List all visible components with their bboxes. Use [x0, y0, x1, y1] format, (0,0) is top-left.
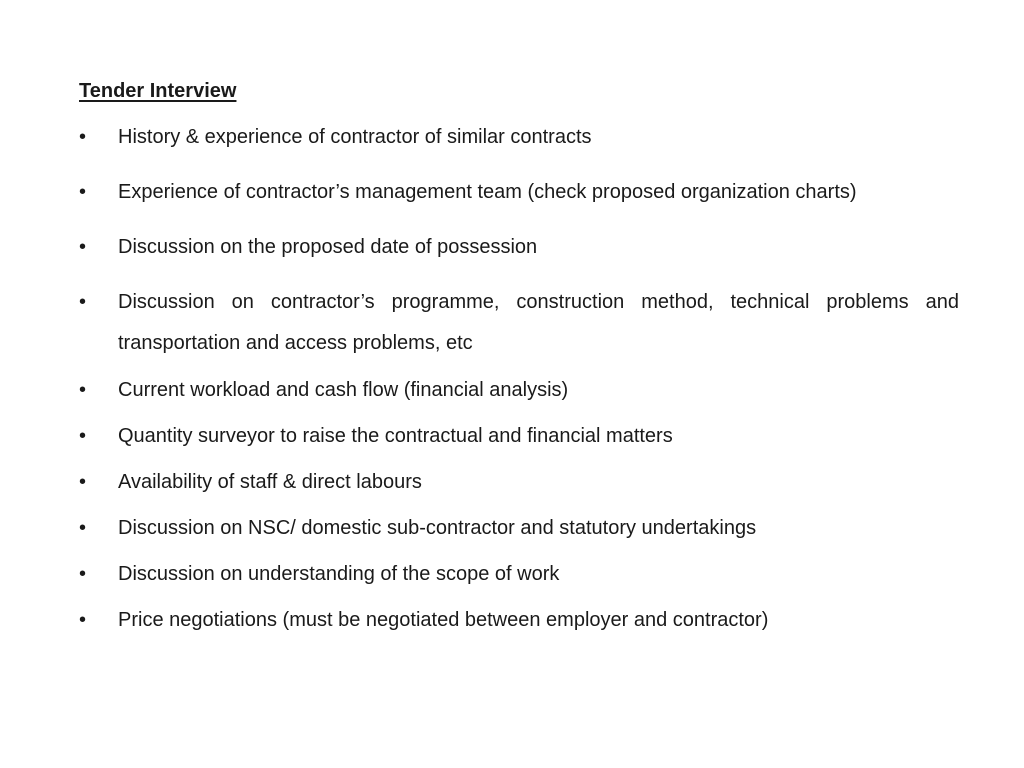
bullet-list — [79, 117, 959, 641]
bullet-icon: • — [79, 126, 87, 148]
bullet-icon: • — [79, 609, 87, 631]
bullet-icon: • — [79, 425, 87, 447]
list-item-text: Discussion on understanding of the scope of work — [118, 563, 560, 585]
list-item-text: Discussion on contractor’s programme, construction method, technical problems and transportation and access problems, etc — [118, 291, 959, 354]
list-item — [79, 554, 959, 595]
list-item — [79, 117, 959, 158]
bullet-icon: • — [79, 236, 87, 258]
list-item — [79, 227, 959, 268]
list-item-text: Discussion on the proposed date of possession — [118, 236, 538, 258]
list-item — [79, 600, 959, 641]
bullet-icon: • — [79, 291, 87, 313]
list-item-text: Current workload and cash flow (financial analysis) — [118, 379, 569, 401]
list-item — [79, 282, 959, 364]
list-item-text: Experience of contractor’s management team (check proposed organization charts) — [118, 181, 857, 203]
list-item — [79, 172, 959, 213]
list-item — [79, 370, 959, 411]
bullet-icon: • — [79, 379, 87, 401]
list-item-text: History & experience of contractor of similar contracts — [118, 126, 592, 148]
list-item-text: Quantity surveyor to raise the contractual and financial matters — [118, 425, 673, 447]
list-item-text: Price negotiations (must be negotiated between employer and contractor) — [118, 609, 769, 631]
slide-title: Tender Interview — [79, 80, 237, 102]
list-item-text: Discussion on NSC/ domestic sub-contractor and statutory undertakings — [118, 517, 757, 539]
list-item — [79, 416, 959, 457]
bullet-icon: • — [79, 563, 87, 585]
list-item — [79, 508, 959, 549]
list-item-text: Availability of staff & direct labours — [118, 471, 422, 493]
list-item — [79, 462, 959, 503]
bullet-icon: • — [79, 471, 87, 493]
bullet-icon: • — [79, 181, 87, 203]
bullet-icon: • — [79, 517, 87, 539]
